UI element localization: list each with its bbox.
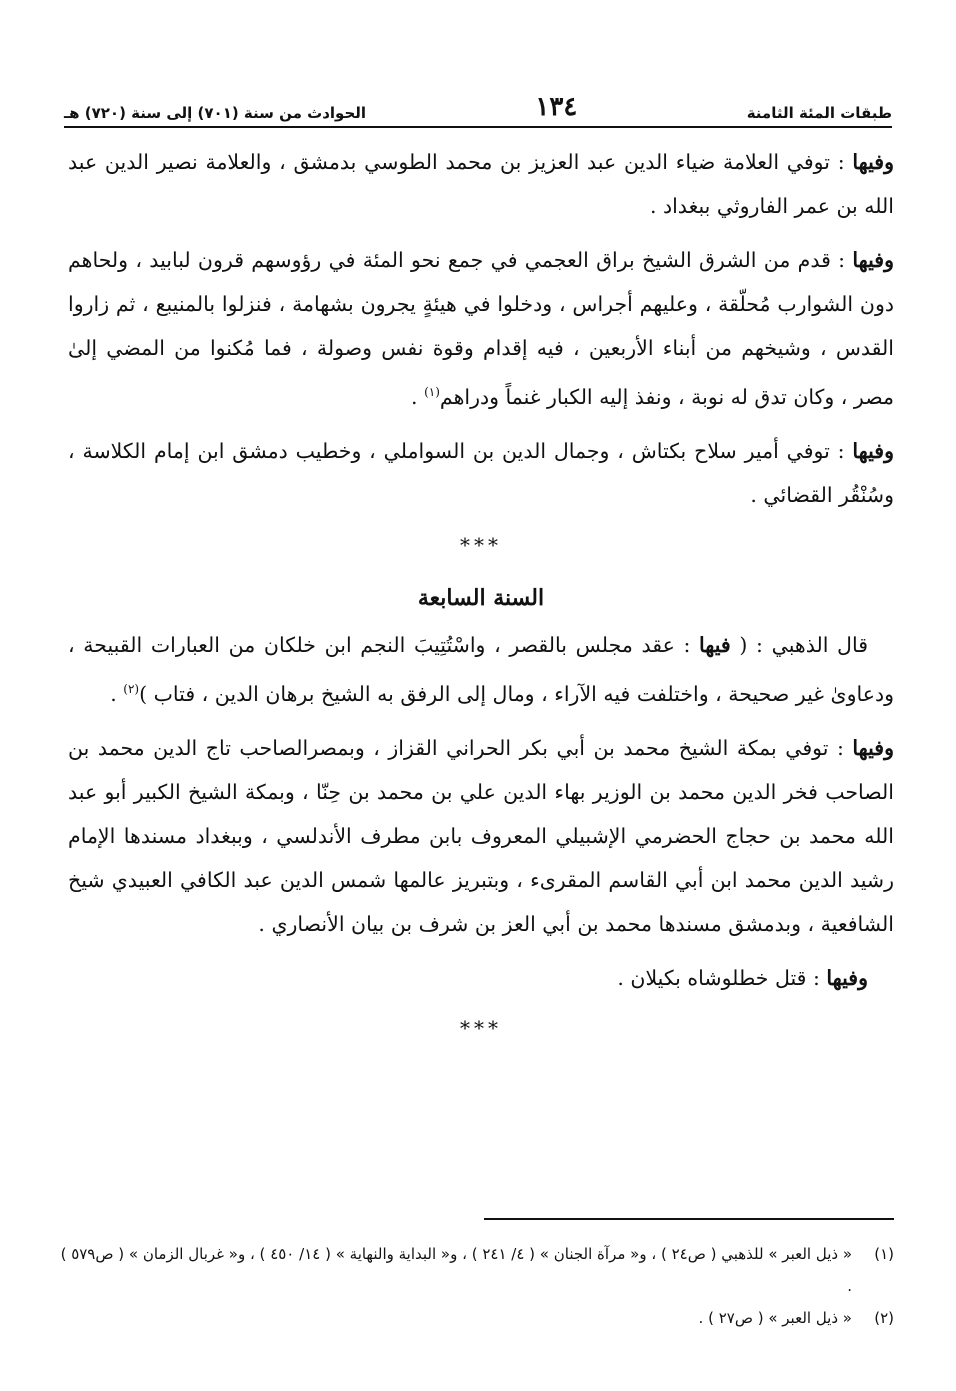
paragraph-text: : قتل خطلوشاه بكيلان . [617, 965, 827, 990]
footnote-ref-2: (٢) [123, 681, 140, 696]
section-separator: *** [460, 532, 502, 557]
paragraph-lead: وفيها [852, 248, 894, 272]
footnotes [56, 1238, 894, 1334]
section-separator-2: *** [460, 1015, 502, 1040]
header-section-range: الحوادث من سنة (٧٠١) إلى سنة (٧٢٠) هـ [64, 104, 367, 122]
paragraph-4 [68, 726, 894, 946]
page-header [64, 82, 892, 128]
footnote-text: « ذيل العبر » للذهبي ( ص٢٤ ) ، و« مرآة الجنان » ( ٤/ ٢٤١ ) ، و« البداية والنهاية » ( ١٤/ ٤٥٠ ) ، و« غربال الزمان » ( ص٥٧٩ ) . [60, 1245, 852, 1295]
paragraph-text: : توفي بمكة الشيخ محمد بن أبي بكر الحراني القزاز ، وبمصرالصاحب تاج الدين محمد بن الصاحب فخر الدين محمد بن الوزير بهاء الدين علي بن محمد بن حِنّا ، وبمكة الشيخ الكبير أبو عبد الله محمد بن حجاج الحضرمي الإشبيلي المعروف بابن مطرف الأندلسي ، وببغداد مسندها الإمام رشيد الدين محمد ابن أبي القاسم المقرىء ، وبتبريز عالمها شمس الدين عبد الكافي العبيدي شيخ الشافعية ، وبدمشق مسندها محمد بن أبي العز بن شرف بن بيان الأنصاري . [68, 735, 894, 936]
paragraph-text: : توفي العلامة ضياء الدين عبد العزيز بن محمد الطوسي بدمشق ، والعلامة نصير الدين عبد الله بن عمر الفاروثي ببغداد . [68, 150, 894, 218]
paragraph-3 [68, 429, 894, 517]
footnote-ref-1: (١) [424, 385, 440, 399]
paragraph-text: : قدم من الشرق الشيخ براق العجمي في جمع نحو المئة في رؤوسهم قرون لبابيد ، ولحاهم دون الشوارب مُحلّقة ، وعليهم أجراس ، ودخلوا في هيئةٍ يجرون بشهامة ، فنزلوا بالمنيبع ، ثم زاروا القدس ، وشيخهم من أبناء الأربعين ، فيه إقدام وقوة نفس وصولة ، فما مُكنوا من المضي إلىٰ مصر ، وكان تدق له نوبة ، ونفذ إليه الكبار غنماً ودراهم [68, 248, 894, 409]
paragraph-lead: فيها [699, 632, 731, 657]
paragraph-lead: وفيها [852, 735, 894, 760]
paragraph-5 [68, 956, 894, 1000]
paragraph-lead: وفيها [852, 150, 894, 174]
paragraph-2 [68, 238, 894, 419]
paragraph-tail: . [411, 384, 425, 409]
quote-prefix: قال الذهبي : ( [730, 632, 868, 657]
paragraph-1 [68, 140, 894, 228]
header-book-title: طبقات المئة الثامنة [746, 104, 892, 122]
paragraph-lead: وفيها [826, 965, 868, 990]
footnote-2 [56, 1302, 894, 1334]
section-title: السنة السابعة [417, 584, 545, 611]
paragraph-lead: وفيها [852, 438, 894, 463]
footnote-number: (٢) [874, 1309, 894, 1327]
page-body [68, 140, 894, 1060]
footnote-number: (١) [874, 1245, 894, 1263]
paragraph-text: : عقد مجلس بالقصر ، واسْتُتِيبَ النجم ابن خلكان من العبارات القبيحة ، ودعاوىٰ غير صحيحة ، واختلفت فيه الآراء ، ومال إلى الرفق به الشيخ برهان الدين ، فتاب ) [68, 632, 894, 706]
quote-paragraph [68, 623, 894, 716]
footnote-1 [56, 1238, 894, 1302]
paragraph-tail: . [110, 681, 124, 706]
paragraph-text: : توفي أمير سلاح بكتاش ، وجمال الدين بن السواملي ، وخطيب دمشق ابن إمام الكلاسة ، وسُنْقُر القضائي . [68, 438, 894, 507]
footnote-text: « ذيل العبر » ( ص٢٧ ) . [698, 1309, 852, 1327]
footnote-divider [484, 1218, 894, 1220]
page-number: ١٣٤ [535, 92, 578, 122]
